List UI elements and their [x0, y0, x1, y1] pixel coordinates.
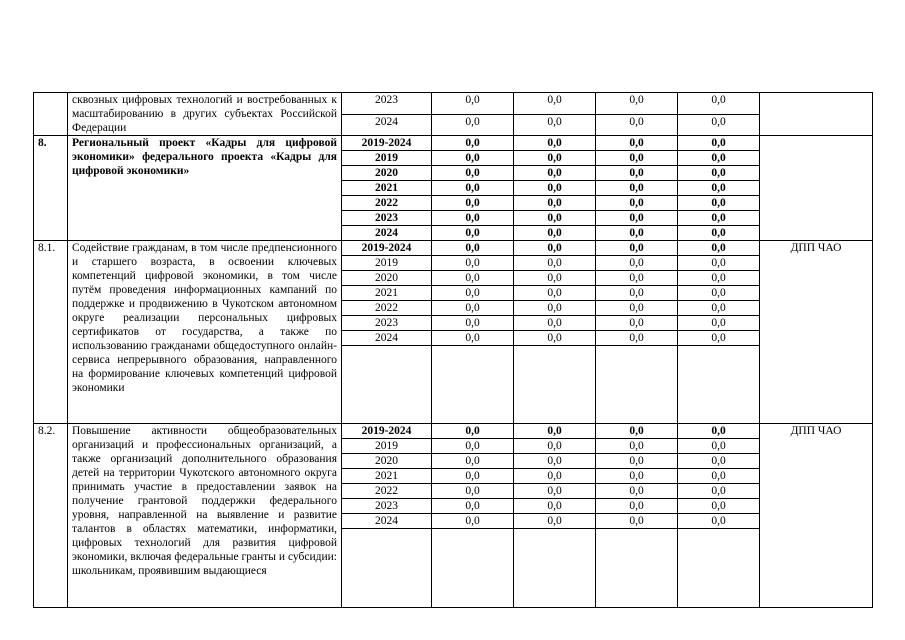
year-cell: 2023 [342, 93, 432, 115]
amount-cell: 0,0 [678, 331, 760, 346]
amount-cell: 0,0 [432, 256, 514, 271]
amount-cell: 0,0 [678, 469, 760, 484]
amount-cell: 0,0 [514, 439, 596, 454]
amount-cell: 0,0 [514, 211, 596, 226]
year-cell: 2019 [342, 439, 432, 454]
year-cell: 2019 [342, 256, 432, 271]
empty-cell [514, 346, 596, 424]
amount-cell: 0,0 [596, 226, 678, 241]
amount-cell: 0,0 [432, 181, 514, 196]
year-cell: 2024 [342, 331, 432, 346]
amount-cell: 0,0 [432, 286, 514, 301]
amount-cell: 0,0 [432, 196, 514, 211]
year-cell: 2020 [342, 166, 432, 181]
amount-cell: 0,0 [432, 151, 514, 166]
measure-description: сквозных цифровых технологий и востребованных к масштабированию в других субъектах Российской Федерации [68, 93, 342, 136]
amount-cell: 0,0 [432, 93, 514, 115]
year-cell: 2023 [342, 316, 432, 331]
year-cell: 2024 [342, 226, 432, 241]
measure-description: Региональный проект «Кадры для цифровой экономики» федерального проекта «Кадры для цифровой экономики» [68, 136, 342, 241]
amount-cell: 0,0 [678, 514, 760, 529]
amount-cell: 0,0 [678, 499, 760, 514]
table-row [34, 424, 873, 439]
amount-cell: 0,0 [678, 454, 760, 469]
amount-cell: 0,0 [514, 286, 596, 301]
amount-cell: 0,0 [514, 93, 596, 115]
amount-cell: 0,0 [596, 256, 678, 271]
amount-cell: 0,0 [432, 241, 514, 256]
empty-cell [514, 529, 596, 608]
amount-cell: 0,0 [678, 196, 760, 211]
amount-cell: 0,0 [596, 514, 678, 529]
amount-cell: 0,0 [432, 439, 514, 454]
amount-cell: 0,0 [596, 151, 678, 166]
amount-cell: 0,0 [432, 514, 514, 529]
amount-cell: 0,0 [678, 271, 760, 286]
empty-cell [596, 529, 678, 608]
amount-cell: 0,0 [596, 211, 678, 226]
executor-cell [760, 93, 873, 136]
amount-cell: 0,0 [514, 114, 596, 136]
amount-cell: 0,0 [596, 301, 678, 316]
amount-cell: 0,0 [678, 241, 760, 256]
executor-cell: ДПП ЧАО [760, 241, 873, 424]
empty-cell [678, 346, 760, 424]
year-cell: 2020 [342, 454, 432, 469]
year-cell: 2019 [342, 151, 432, 166]
amount-cell: 0,0 [514, 454, 596, 469]
amount-cell: 0,0 [432, 166, 514, 181]
amount-cell: 0,0 [514, 166, 596, 181]
amount-cell: 0,0 [678, 484, 760, 499]
amount-cell: 0,0 [678, 301, 760, 316]
amount-cell: 0,0 [432, 454, 514, 469]
year-cell: 2023 [342, 211, 432, 226]
amount-cell: 0,0 [596, 424, 678, 439]
amount-cell: 0,0 [678, 114, 760, 136]
amount-cell: 0,0 [432, 424, 514, 439]
year-cell: 2021 [342, 469, 432, 484]
year-cell: 2021 [342, 286, 432, 301]
amount-cell: 0,0 [596, 469, 678, 484]
amount-cell: 0,0 [432, 499, 514, 514]
empty-cell [342, 346, 432, 424]
amount-cell: 0,0 [514, 271, 596, 286]
amount-cell: 0,0 [514, 424, 596, 439]
row-number [34, 93, 68, 136]
year-cell: 2024 [342, 114, 432, 136]
amount-cell: 0,0 [432, 484, 514, 499]
amount-cell: 0,0 [432, 301, 514, 316]
year-cell: 2024 [342, 514, 432, 529]
row-number: 8.2. [34, 424, 68, 608]
year-cell: 2022 [342, 301, 432, 316]
amount-cell: 0,0 [514, 469, 596, 484]
amount-cell: 0,0 [432, 271, 514, 286]
executor-cell: ДПП ЧАО [760, 424, 873, 608]
amount-cell: 0,0 [596, 316, 678, 331]
amount-cell: 0,0 [514, 484, 596, 499]
year-cell: 2019-2024 [342, 241, 432, 256]
amount-cell: 0,0 [678, 226, 760, 241]
empty-cell [432, 346, 514, 424]
amount-cell: 0,0 [596, 136, 678, 151]
amount-cell: 0,0 [678, 439, 760, 454]
amount-cell: 0,0 [678, 181, 760, 196]
amount-cell: 0,0 [596, 114, 678, 136]
amount-cell: 0,0 [514, 256, 596, 271]
amount-cell: 0,0 [514, 151, 596, 166]
amount-cell: 0,0 [596, 331, 678, 346]
measure-description: Повышение активности общеобразовательных организаций и профессиональных организаций, а также организаций дополнительного образования детей на территории Чукотского автономного округа принимать участие в предоставлении заявок на получение грантовой поддержки федерального уровня, направленной на выявление и развитие талантов в областях математики, информатики, цифровых технологий для развития цифровой экономики, включая федеральные гранты и субсидии: школьникам, проявившим выдающиеся [68, 424, 342, 608]
year-cell: 2022 [342, 196, 432, 211]
amount-cell: 0,0 [514, 301, 596, 316]
amount-cell: 0,0 [678, 151, 760, 166]
amount-cell: 0,0 [514, 499, 596, 514]
funding-table [33, 92, 873, 608]
table-row [34, 93, 873, 115]
amount-cell: 0,0 [596, 454, 678, 469]
amount-cell: 0,0 [678, 286, 760, 301]
amount-cell: 0,0 [596, 181, 678, 196]
amount-cell: 0,0 [596, 439, 678, 454]
amount-cell: 0,0 [432, 211, 514, 226]
amount-cell: 0,0 [514, 331, 596, 346]
amount-cell: 0,0 [432, 114, 514, 136]
amount-cell: 0,0 [432, 226, 514, 241]
table-row [34, 241, 873, 256]
empty-cell [432, 529, 514, 608]
row-number: 8. [34, 136, 68, 241]
amount-cell: 0,0 [596, 93, 678, 115]
amount-cell: 0,0 [596, 286, 678, 301]
amount-cell: 0,0 [596, 241, 678, 256]
amount-cell: 0,0 [678, 166, 760, 181]
amount-cell: 0,0 [432, 331, 514, 346]
row-number: 8.1. [34, 241, 68, 424]
measure-description: Содействие гражданам, в том числе предпенсионного и старшего возраста, в освоении ключевых компетенций цифровой экономики, в том числе путём проведения информационных кампаний по поддержке и продвижению в Чукотском автономном округе реализации персональных цифровых сертификатов от государства, а также по использованию гражданами общедоступного онлайн-сервиса непрерывного образования, направленного на формирование ключевых компетенций цифровой экономики [68, 241, 342, 424]
amount-cell: 0,0 [514, 136, 596, 151]
executor-cell [760, 136, 873, 241]
amount-cell: 0,0 [678, 316, 760, 331]
empty-cell [596, 346, 678, 424]
year-cell: 2023 [342, 499, 432, 514]
year-cell: 2021 [342, 181, 432, 196]
amount-cell: 0,0 [596, 166, 678, 181]
empty-cell [342, 529, 432, 608]
amount-cell: 0,0 [678, 211, 760, 226]
amount-cell: 0,0 [596, 499, 678, 514]
amount-cell: 0,0 [596, 271, 678, 286]
amount-cell: 0,0 [514, 226, 596, 241]
amount-cell: 0,0 [432, 136, 514, 151]
amount-cell: 0,0 [596, 196, 678, 211]
table-body [34, 93, 873, 608]
amount-cell: 0,0 [678, 424, 760, 439]
amount-cell: 0,0 [514, 241, 596, 256]
table-row [34, 136, 873, 151]
year-cell: 2019-2024 [342, 136, 432, 151]
amount-cell: 0,0 [514, 196, 596, 211]
amount-cell: 0,0 [596, 484, 678, 499]
amount-cell: 0,0 [514, 181, 596, 196]
empty-cell [678, 529, 760, 608]
amount-cell: 0,0 [432, 469, 514, 484]
year-cell: 2022 [342, 484, 432, 499]
amount-cell: 0,0 [678, 136, 760, 151]
year-cell: 2019-2024 [342, 424, 432, 439]
amount-cell: 0,0 [432, 316, 514, 331]
amount-cell: 0,0 [678, 93, 760, 115]
amount-cell: 0,0 [678, 256, 760, 271]
amount-cell: 0,0 [514, 514, 596, 529]
amount-cell: 0,0 [514, 316, 596, 331]
year-cell: 2020 [342, 271, 432, 286]
